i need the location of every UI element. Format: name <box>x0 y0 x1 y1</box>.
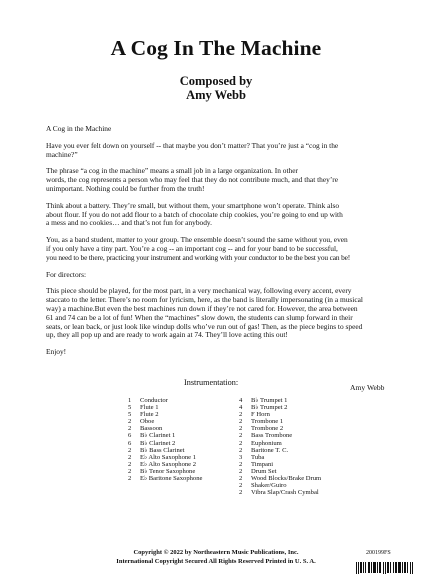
instrument-name: Conductor <box>140 397 168 404</box>
instrument-name: Euphonium <box>251 439 282 447</box>
instrument-count: 2 <box>239 475 243 483</box>
instrument-name: Baritone T. C. <box>251 446 289 454</box>
paragraph-5 <box>46 271 406 280</box>
instrument-row <box>128 440 202 447</box>
instrument-row <box>128 404 202 411</box>
instrument-name: B♭ Trumpet 1 <box>251 397 288 404</box>
instrument-count: 2 <box>239 425 243 433</box>
text-line: words, the cog represents a person who may feel that they do not contribute much, and that they’re <box>46 175 339 185</box>
instrument-count: 2 <box>239 489 243 497</box>
instrument-name: B♭ Bass Clarinet <box>140 446 185 454</box>
text-line: about flour. If you do not add flour to a batch of chocolate chip cookies, you’re going to end up with <box>46 209 343 219</box>
instrument-name: Bassoon <box>140 425 163 433</box>
instrument-count: 2 <box>239 432 243 440</box>
instrument-row <box>239 404 321 411</box>
instrument-row <box>128 468 202 475</box>
instrument-name: Bass Trombone <box>251 432 293 440</box>
instrument-name: Oboe <box>140 418 155 426</box>
instrument-name: Trombone 2 <box>251 425 284 433</box>
instrument-count: 2 <box>128 453 132 461</box>
instrument-list-left <box>128 397 202 482</box>
instrument-name: B♭ Tenor Saxophone <box>140 467 196 475</box>
instrument-count: 6 <box>128 439 132 447</box>
text-line: if you only have a tiny part. You’re a cog -- an important cog -- and for your band to be successful, <box>46 243 338 253</box>
paragraph-1 <box>46 142 406 160</box>
text-line: This piece should be played, for the most part, in a very mechanical way, following every accent, every <box>46 286 352 296</box>
instrument-name: Trombone 1 <box>251 418 284 426</box>
instrument-row <box>239 397 321 404</box>
instrument-row <box>239 475 321 482</box>
instrument-name: E♭ Alto Saxophone 2 <box>140 460 197 468</box>
paragraph-6 <box>46 287 406 340</box>
instrument-count: 2 <box>239 460 243 468</box>
instrument-count: 1 <box>128 397 132 404</box>
notes-heading: A Cog in the Machine <box>46 124 112 133</box>
text-line: Enjoy! <box>46 347 67 357</box>
paragraph-4 <box>46 236 406 262</box>
instrument-row <box>239 489 321 496</box>
instrument-name: Tuba <box>251 453 265 461</box>
instrument-row <box>128 425 202 432</box>
text-line: For directors: <box>46 269 87 279</box>
instrument-count: 2 <box>128 418 132 426</box>
text-line: unimportant. Nothing could be further from the truth! <box>46 183 205 193</box>
instrument-row <box>239 425 321 432</box>
instrument-name: Wood Blocks/Brake Drum <box>251 475 322 483</box>
barcode-image <box>356 562 416 576</box>
instrument-count: 3 <box>239 453 243 461</box>
instrument-count: 2 <box>239 446 243 454</box>
copyright-line: International Copyright Secured All Rights Reserved Printed in U. S. A. <box>116 558 316 565</box>
instrument-count: 5 <box>128 411 132 419</box>
instrument-count: 2 <box>128 446 132 454</box>
instrument-row <box>239 418 321 425</box>
text-line: The phrase “a cog in the machine” means a small job in a large organization. In other <box>46 166 298 176</box>
instrument-count: 2 <box>239 467 243 475</box>
instrument-row <box>128 461 202 468</box>
instrument-count: 2 <box>239 439 243 447</box>
instrument-count: 5 <box>128 404 132 412</box>
instrument-row <box>239 461 321 468</box>
copyright-line: Copyright © 2022 by Northeastern Music Publications, Inc. <box>133 549 299 556</box>
instrument-row <box>128 397 202 404</box>
instrument-count: 2 <box>239 482 243 490</box>
instrument-count: 2 <box>128 460 132 468</box>
instrument-name: E♭ Alto Saxophone 1 <box>140 453 197 461</box>
instrument-row <box>239 440 321 447</box>
composer-name: Amy Webb <box>186 88 246 102</box>
instrument-count: 2 <box>239 418 243 426</box>
text-line: staccato to the letter. There’s no room for lyricism, here, as the band is literally impersonating (in a musical <box>46 295 363 305</box>
instrument-count: 2 <box>128 467 132 475</box>
instrument-name: E♭ Baritone Saxophone <box>140 475 203 483</box>
instrument-name: Timpani <box>251 460 274 468</box>
instrument-row <box>128 418 202 425</box>
instrument-row <box>128 411 202 418</box>
composed-by-label: Composed by <box>179 74 253 88</box>
text-line: you need to be there, practicing your instrument and working with your conductor to be the best you can be! <box>46 252 351 262</box>
instrument-name: B♭ Clarinet 1 <box>140 432 176 440</box>
text-line: a mess and no cookies… and that’s not fun for anybody. <box>46 218 212 228</box>
instrument-row <box>239 482 321 489</box>
instrument-name: Drum Set <box>251 467 277 475</box>
catalog-code: 200199FS <box>366 550 391 556</box>
text-line: Think about a battery. They’re small, but without them, your smartphone won’t operate. Think also <box>46 200 340 210</box>
instrument-count: 2 <box>128 425 132 433</box>
instrument-name: Shaker/Guiro <box>251 482 287 490</box>
instrumentation-author: Amy Webb <box>350 383 385 392</box>
text-line: seats, or lean back, or just look like windup dolls who’ve run out of gas! Then, as the piece begins to speed <box>46 321 363 331</box>
paragraph-3 <box>46 202 406 228</box>
paragraph-7 <box>46 348 406 357</box>
instrument-row <box>239 432 321 439</box>
instrument-count: 4 <box>239 404 243 412</box>
instrument-name: Flute 1 <box>140 404 159 412</box>
text-line: 61 and 74 can be a lot of fun! When the “machines” slow down, the students can slump forward in their <box>46 312 353 322</box>
instrument-row <box>128 432 202 439</box>
instrument-list-right <box>239 397 321 496</box>
text-line: machine?” <box>46 149 78 159</box>
instrument-row <box>128 475 202 482</box>
instrument-name: B♭ Trumpet 2 <box>251 404 288 412</box>
paragraph-2 <box>46 167 406 193</box>
instrument-count: 6 <box>128 432 132 440</box>
text-line: Have you ever felt down on yourself -- that maybe you don’t matter? That you’re just a “cog in the <box>46 140 339 150</box>
instrument-row <box>239 454 321 461</box>
text-line: up, they all pop up and are ready to work again at 74. They’ll love acting this out! <box>46 330 288 340</box>
text-line: You, as a band student, matter to your group. The ensemble doesn’t sound the same without you, even <box>46 235 348 245</box>
instrument-row <box>128 447 202 454</box>
instrument-count: 2 <box>128 475 132 483</box>
instrument-row <box>128 454 202 461</box>
text-line: way) a machine.But even the best machines run down if they’re not cared for. However, the area between <box>46 303 358 313</box>
page-title: A Cog In The Machine <box>110 36 322 60</box>
instrument-row <box>239 411 321 418</box>
instrument-name: F Horn <box>251 411 270 419</box>
instrument-name: Vibra Slap/Crash Cymbal <box>251 489 319 497</box>
instrument-name: B♭ Clarinet 2 <box>140 439 176 447</box>
instrument-count: 2 <box>239 411 243 419</box>
instrument-name: Flute 2 <box>140 411 159 419</box>
program-notes <box>46 125 406 365</box>
instrument-row <box>239 468 321 475</box>
instrumentation-heading: Instrumentation: <box>184 378 239 387</box>
instrument-row <box>239 447 321 454</box>
instrument-count: 4 <box>239 397 243 404</box>
